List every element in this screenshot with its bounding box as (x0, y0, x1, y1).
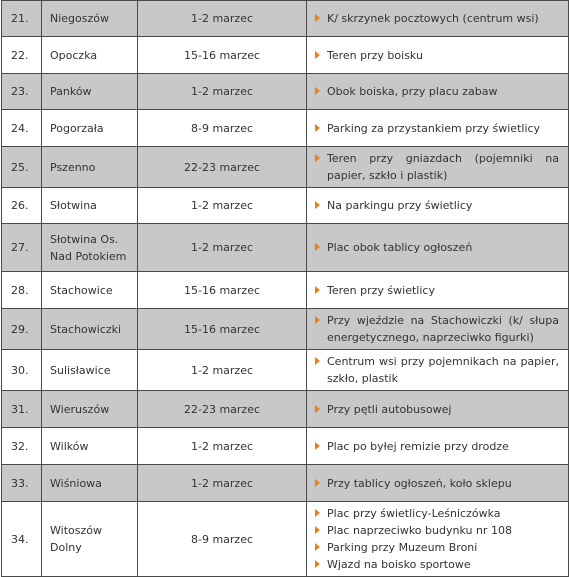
location-item (327, 353, 559, 387)
location-text: Przy wjeździe na Stachowiczki (k/ słupa energetycznego, naprzeciwko figurki) (327, 314, 559, 344)
row-number: 25. (2, 147, 42, 188)
location-text: Teren przy boisku (327, 48, 423, 62)
collection-date: 1-2 marzec (138, 74, 307, 110)
location-item (327, 150, 559, 184)
location-item (327, 239, 559, 256)
table-row (2, 110, 569, 147)
village-name: Sulisławice (42, 350, 138, 391)
location-item (327, 47, 559, 64)
collection-date: 22-23 marzec (138, 391, 307, 428)
location-text: Teren przy świetlicy (327, 283, 435, 297)
row-number: 31. (2, 391, 42, 428)
table-row (2, 428, 569, 465)
collection-date: 8-9 marzec (138, 502, 307, 577)
row-number: 28. (2, 272, 42, 309)
collection-location (307, 37, 569, 74)
table-row (2, 74, 569, 110)
collection-location (307, 188, 569, 224)
location-text: Teren przy gniazdach (pojemniki na papier, szkło i plastik) (327, 152, 559, 182)
location-item (327, 197, 559, 214)
collection-date: 1-2 marzec (138, 350, 307, 391)
orange-arrow-bullet-icon (315, 543, 320, 551)
village-name: Panków (42, 74, 138, 110)
location-text: K/ skrzynek pocztowych (centrum wsi) (327, 12, 539, 25)
orange-arrow-bullet-icon (315, 479, 320, 487)
orange-arrow-bullet-icon (315, 509, 320, 517)
collection-location (307, 309, 569, 350)
orange-arrow-bullet-icon (315, 243, 320, 251)
location-item (327, 83, 559, 100)
location-text: Plac naprzeciwko budynku nr 108 (327, 524, 512, 537)
collection-date: 1-2 marzec (138, 465, 307, 502)
collection-location (307, 110, 569, 147)
table-row (2, 350, 569, 391)
location-text: Przy pętli autobusowej (327, 402, 452, 416)
location-item (327, 556, 559, 573)
village-name: Witoszów Dolny (42, 502, 138, 577)
collection-location (307, 428, 569, 465)
row-number: 29. (2, 309, 42, 350)
row-number: 22. (2, 37, 42, 74)
collection-location (307, 502, 569, 577)
orange-arrow-bullet-icon (315, 87, 320, 95)
collection-location (307, 391, 569, 428)
collection-location (307, 74, 569, 110)
collection-date: 1-2 marzec (138, 188, 307, 224)
orange-arrow-bullet-icon (315, 405, 320, 413)
table-row (2, 1, 569, 37)
collection-date: 15-16 marzec (138, 37, 307, 74)
collection-location (307, 272, 569, 309)
location-text: Przy tablicy ogłoszeń, koło sklepu (327, 476, 512, 490)
location-text: Parking przy Muzeum Broni (327, 541, 478, 554)
location-text: Plac obok tablicy ogłoszeń (327, 241, 473, 254)
location-item (327, 282, 559, 299)
orange-arrow-bullet-icon (315, 14, 320, 22)
location-item (327, 401, 559, 418)
orange-arrow-bullet-icon (315, 560, 320, 568)
village-name: Wieruszów (42, 391, 138, 428)
village-name: Pszenno (42, 147, 138, 188)
village-name: Słotwina (42, 188, 138, 224)
village-name: Wilków (42, 428, 138, 465)
orange-arrow-bullet-icon (315, 154, 320, 162)
collection-date: 15-16 marzec (138, 272, 307, 309)
collection-schedule-table (1, 0, 569, 577)
collection-date: 8-9 marzec (138, 110, 307, 147)
table-row (2, 465, 569, 502)
table-row (2, 224, 569, 272)
location-text: Obok boiska, przy placu zabaw (327, 85, 498, 98)
collection-location (307, 350, 569, 391)
orange-arrow-bullet-icon (315, 286, 320, 294)
orange-arrow-bullet-icon (315, 357, 320, 365)
orange-arrow-bullet-icon (315, 442, 320, 450)
row-number: 34. (2, 502, 42, 577)
table-row (2, 502, 569, 577)
location-item (327, 10, 559, 27)
location-item (327, 522, 559, 539)
table-row (2, 309, 569, 350)
location-item (327, 120, 559, 137)
row-number: 27. (2, 224, 42, 272)
table-row (2, 188, 569, 224)
orange-arrow-bullet-icon (315, 316, 320, 324)
location-item (327, 438, 559, 455)
collection-location (307, 224, 569, 272)
collection-date: 1-2 marzec (138, 224, 307, 272)
collection-date: 15-16 marzec (138, 309, 307, 350)
collection-date: 1-2 marzec (138, 428, 307, 465)
location-item (327, 539, 559, 556)
row-number: 32. (2, 428, 42, 465)
row-number: 23. (2, 74, 42, 110)
village-name: Wiśniowa (42, 465, 138, 502)
orange-arrow-bullet-icon (315, 51, 320, 59)
table-row (2, 147, 569, 188)
village-name: Słotwina Os. Nad Potokiem (42, 224, 138, 272)
location-item (327, 312, 559, 346)
location-text: Parking za przystankiem przy świetlicy (327, 121, 541, 135)
collection-location (307, 147, 569, 188)
location-text: Plac po byłej remizie przy drodze (327, 439, 509, 453)
row-number: 21. (2, 1, 42, 37)
row-number: 30. (2, 350, 42, 391)
village-name: Stachowiczki (42, 309, 138, 350)
orange-arrow-bullet-icon (315, 124, 320, 132)
collection-location (307, 465, 569, 502)
location-text: Centrum wsi przy pojemnikach na papier, szkło, plastik (327, 355, 559, 385)
village-name: Niegoszów (42, 1, 138, 37)
location-item (327, 475, 559, 492)
row-number: 33. (2, 465, 42, 502)
location-text: Wjazd na boisko sportowe (327, 558, 471, 571)
village-name: Pogorzała (42, 110, 138, 147)
village-name: Opoczka (42, 37, 138, 74)
orange-arrow-bullet-icon (315, 526, 320, 534)
collection-date: 22-23 marzec (138, 147, 307, 188)
village-name: Stachowice (42, 272, 138, 309)
row-number: 26. (2, 188, 42, 224)
table-row (2, 391, 569, 428)
table-row (2, 272, 569, 309)
collection-date: 1-2 marzec (138, 1, 307, 37)
location-text: Plac przy świetlicy-Leśniczówka (327, 507, 501, 520)
row-number: 24. (2, 110, 42, 147)
collection-location (307, 1, 569, 37)
location-text: Na parkingu przy świetlicy (327, 199, 473, 212)
orange-arrow-bullet-icon (315, 201, 320, 209)
table-row (2, 37, 569, 74)
location-item (327, 505, 559, 522)
